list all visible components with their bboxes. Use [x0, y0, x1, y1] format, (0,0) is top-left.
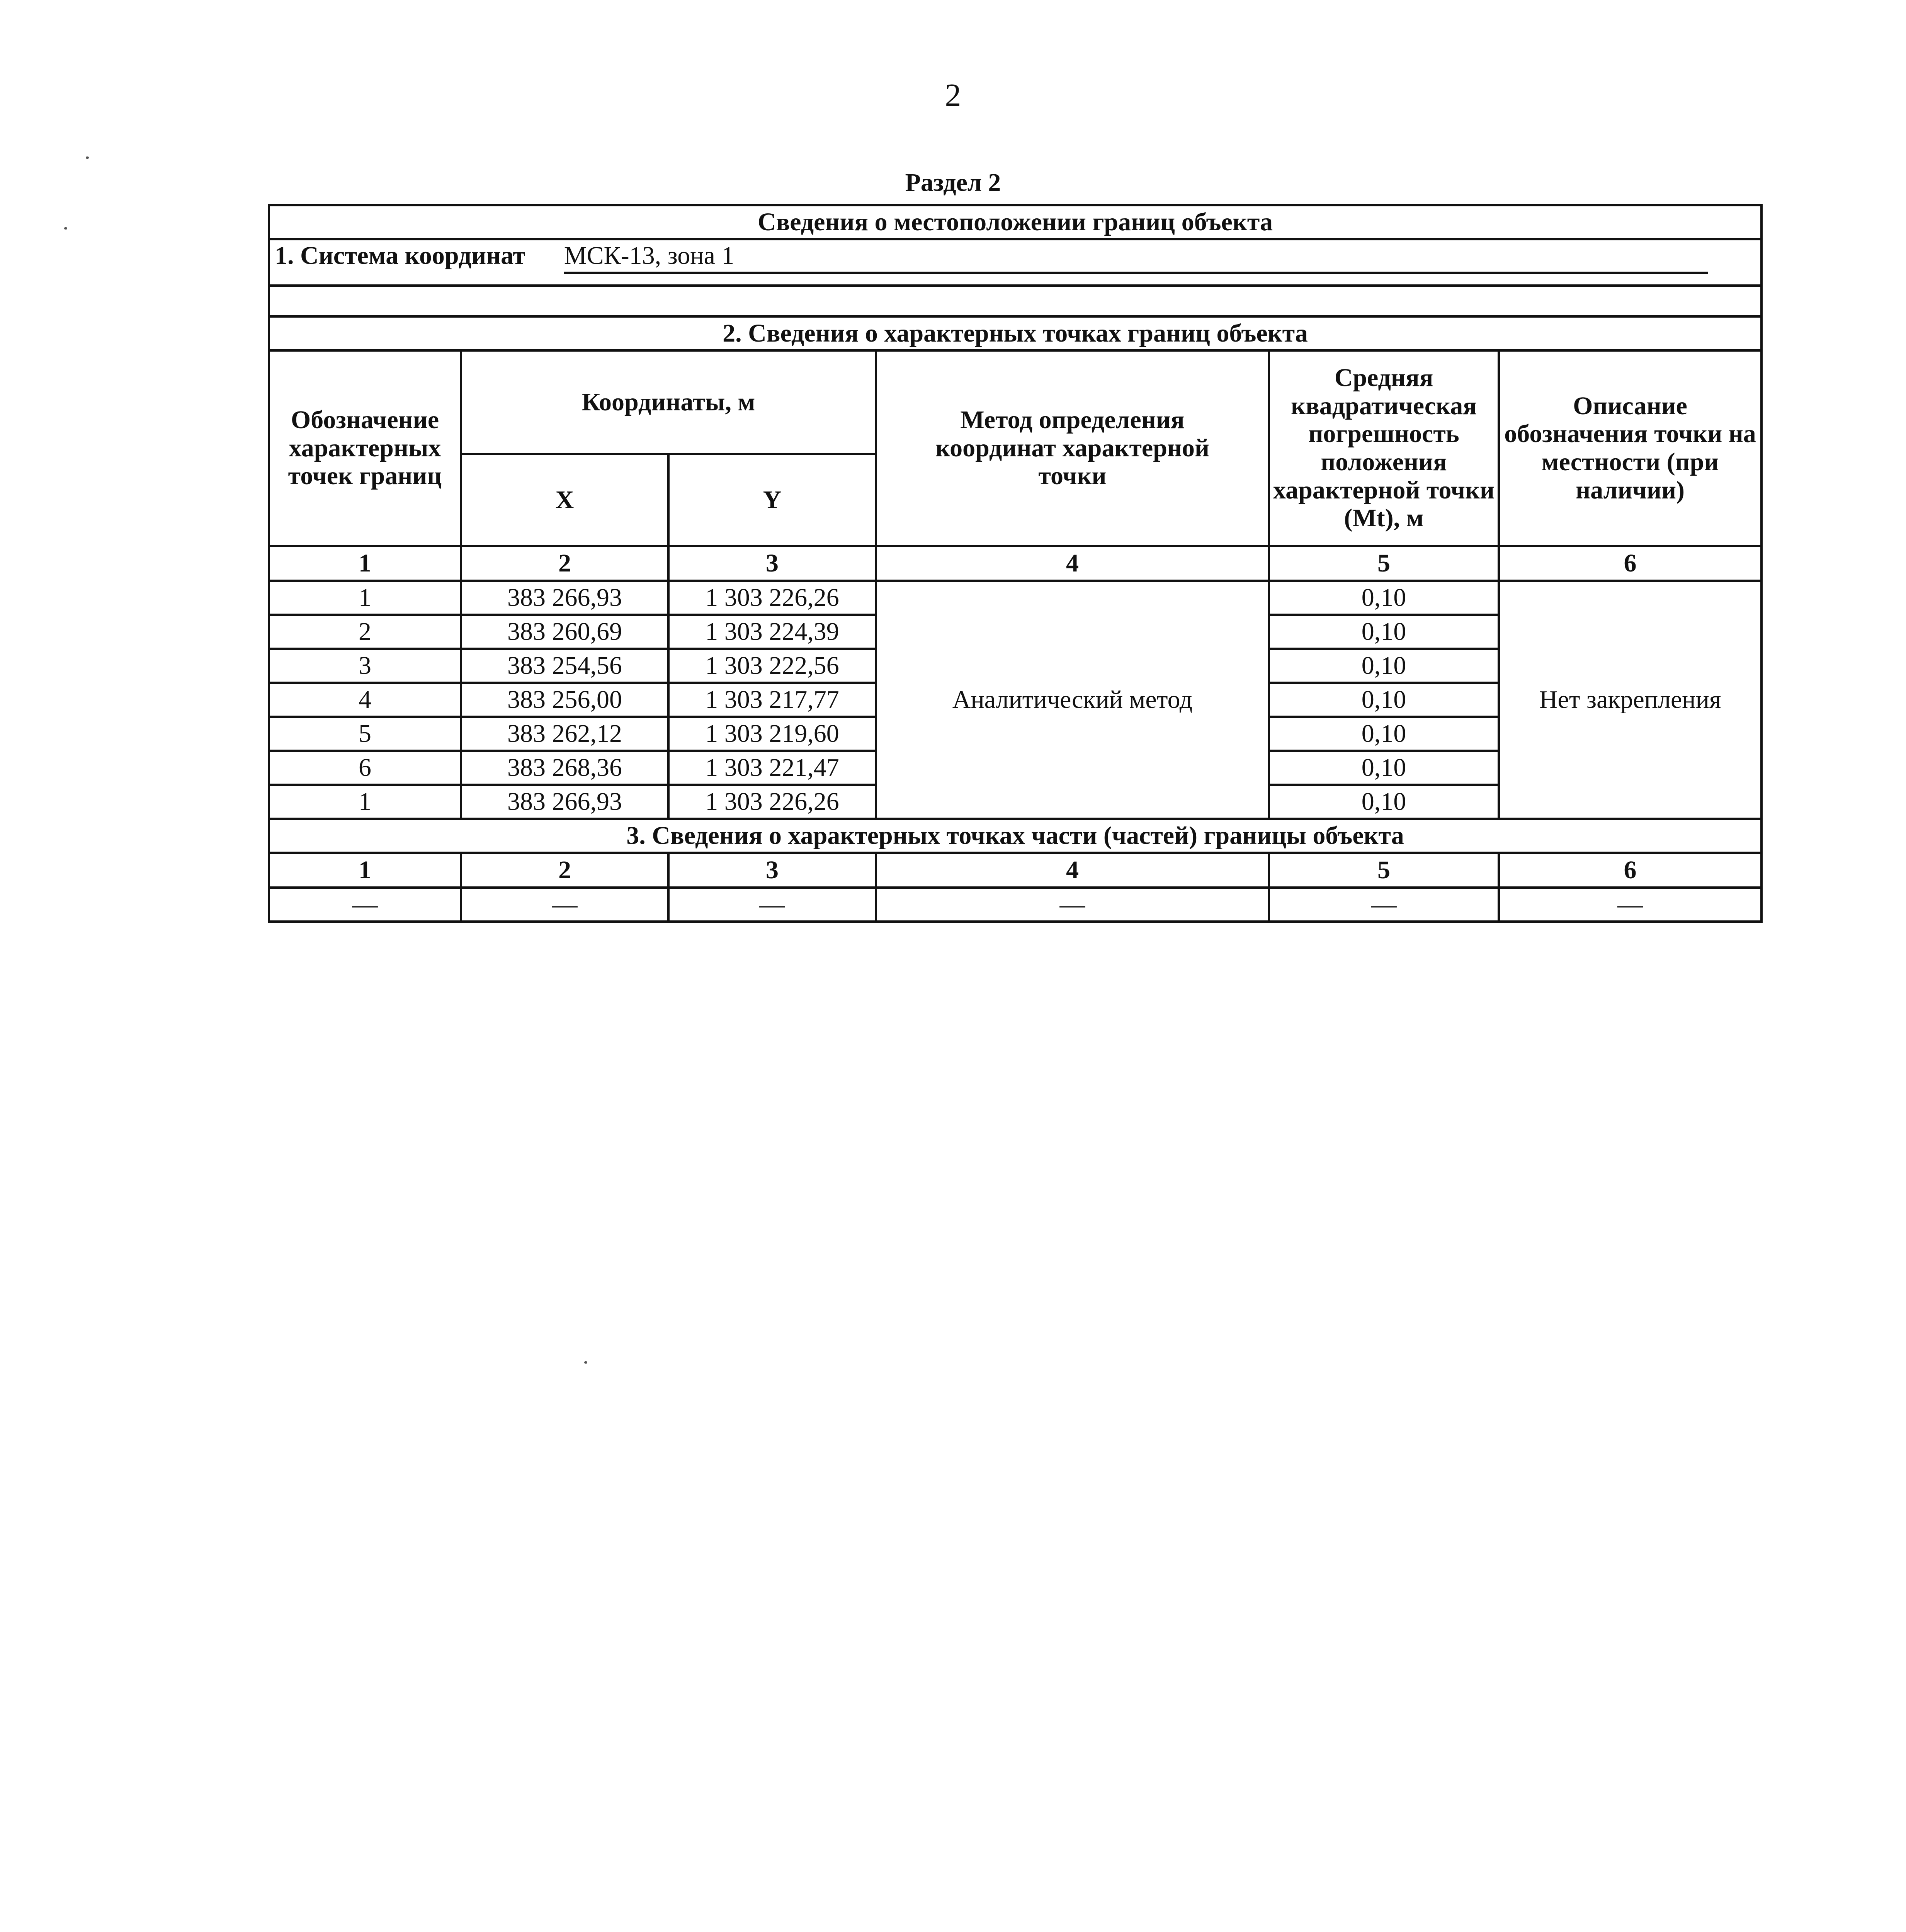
mt-cell: 0,10	[1269, 581, 1499, 615]
coordinate-system-cell	[269, 239, 1761, 286]
column-number: 3	[668, 853, 876, 888]
table-row	[269, 581, 1761, 615]
y-cell: 1 303 217,77	[668, 683, 876, 717]
column-header-description: Описание обозначения точки на местности (при наличии)	[1499, 350, 1761, 546]
mt-cell: 0,10	[1269, 615, 1499, 649]
column-number: 2	[461, 853, 668, 888]
column-header-x: X	[461, 454, 668, 546]
x-cell: 383 254,56	[461, 649, 668, 683]
column-number: 4	[876, 546, 1269, 581]
coordinate-system-value: МСК-13, зона 1	[564, 242, 1708, 274]
mt-cell: 0,10	[1269, 649, 1499, 683]
x-cell: 383 266,93	[461, 785, 668, 819]
mt-cell: 0,10	[1269, 683, 1499, 717]
table-title-row	[269, 205, 1761, 239]
dash-cell: —	[461, 888, 668, 922]
scan-speck	[64, 227, 67, 230]
x-cell: 383 266,93	[461, 581, 668, 615]
description-cell: Нет закрепления	[1499, 581, 1761, 819]
section3-column-number-row	[269, 853, 1761, 888]
section2-title: 2. Сведения о характерных точках границ объекта	[269, 316, 1761, 350]
coordinate-system-label: 1. Система координат	[275, 242, 525, 270]
column-header-coordinates: Координаты, м	[461, 350, 876, 454]
mt-cell: 0,10	[1269, 785, 1499, 819]
point-cell: 6	[269, 751, 461, 785]
y-cell: 1 303 224,39	[668, 615, 876, 649]
y-cell: 1 303 221,47	[668, 751, 876, 785]
column-number: 2	[461, 546, 668, 581]
x-cell: 383 262,12	[461, 717, 668, 751]
point-cell: 3	[269, 649, 461, 683]
column-header-method: Метод определения координат характерной точки	[876, 350, 1269, 546]
y-cell: 1 303 219,60	[668, 717, 876, 751]
point-cell: 2	[269, 615, 461, 649]
scan-speck	[86, 156, 89, 159]
coordinate-system-row	[269, 239, 1761, 286]
blank-row	[269, 286, 1761, 316]
point-cell: 5	[269, 717, 461, 751]
column-number: 3	[668, 546, 876, 581]
y-cell: 1 303 226,26	[668, 785, 876, 819]
table-title: Сведения о местоположении границ объекта	[269, 205, 1761, 239]
point-cell: 1	[269, 581, 461, 615]
column-number: 4	[876, 853, 1269, 888]
x-cell: 383 260,69	[461, 615, 668, 649]
scan-speck	[584, 1361, 587, 1364]
dash-cell: —	[269, 888, 461, 922]
y-cell: 1 303 222,56	[668, 649, 876, 683]
mt-cell: 0,10	[1269, 751, 1499, 785]
method-cell: Аналитический метод	[876, 581, 1269, 819]
column-number: 5	[1269, 546, 1499, 581]
column-header-row	[269, 350, 1761, 454]
column-number: 6	[1499, 546, 1761, 581]
section3-row	[269, 888, 1761, 922]
column-number-row	[269, 546, 1761, 581]
column-header-point: Обозначение характерных точек границ	[269, 350, 461, 546]
y-cell: 1 303 226,26	[668, 581, 876, 615]
column-header-mean-error: Средняя квадратическая погрешность положения характерной точки (Mt), м	[1269, 350, 1499, 546]
dash-cell: —	[1269, 888, 1499, 922]
point-cell: 1	[269, 785, 461, 819]
column-number: 1	[269, 546, 461, 581]
section-title: Раздел 2	[905, 168, 1001, 197]
dash-cell: —	[876, 888, 1269, 922]
dash-cell: —	[1499, 888, 1761, 922]
mt-cell: 0,10	[1269, 717, 1499, 751]
column-number: 6	[1499, 853, 1761, 888]
section3-title: 3. Сведения о характерных точках части (частей) границы объекта	[269, 819, 1761, 853]
x-cell: 383 256,00	[461, 683, 668, 717]
x-cell: 383 268,36	[461, 751, 668, 785]
point-cell: 4	[269, 683, 461, 717]
dash-cell: —	[668, 888, 876, 922]
column-number: 1	[269, 853, 461, 888]
column-header-y: Y	[668, 454, 876, 546]
page-number: 2	[945, 77, 961, 113]
column-number: 5	[1269, 853, 1499, 888]
section2-title-row	[269, 316, 1761, 350]
boundary-table	[268, 204, 1763, 923]
section3-title-row	[269, 819, 1761, 853]
blank-cell	[269, 286, 1761, 316]
